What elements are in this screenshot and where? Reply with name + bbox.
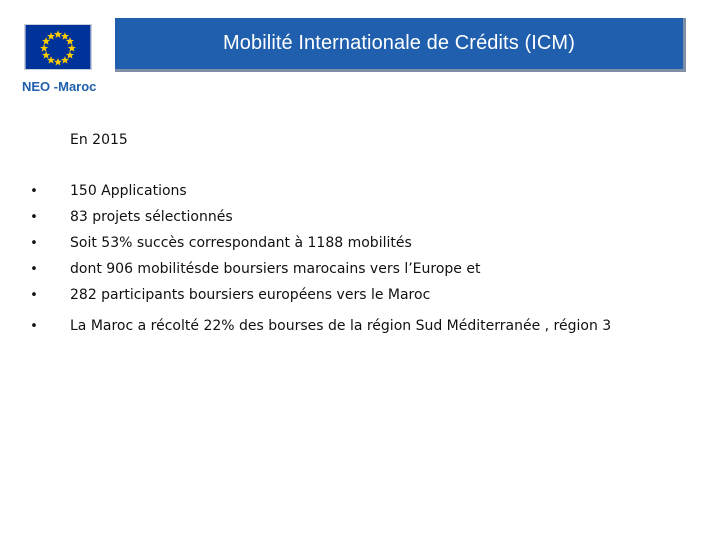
bullet-icon: •: [30, 210, 38, 225]
bullet-icon: •: [30, 236, 38, 251]
year-label: En 2015: [70, 132, 128, 148]
statistics-list: [28, 181, 688, 342]
bullet-icon: •: [30, 262, 38, 277]
list-item: [28, 285, 688, 311]
bullet-text: 83 projets sélectionnés: [70, 209, 233, 225]
title-bar: [115, 18, 686, 72]
list-item: [28, 233, 688, 259]
eu-flag-icon: [24, 24, 92, 70]
list-item: [28, 181, 688, 207]
organization-label: NEO -Maroc: [22, 79, 97, 94]
list-item: [28, 259, 688, 285]
bullet-icon: •: [30, 184, 38, 199]
bullet-icon: •: [30, 319, 38, 334]
list-item: [28, 316, 688, 342]
bullet-text: 282 participants boursiers européens vers le Maroc: [70, 287, 431, 303]
page-title: Mobilité Internationale de Crédits (ICM): [223, 32, 575, 54]
bullet-text: dont 906 mobilitésde boursiers marocains vers l’Europe et: [70, 261, 481, 277]
bullet-icon: •: [30, 288, 38, 303]
bullet-text: La Maroc a récolté 22% des bourses de la région Sud Méditerranée , région 3: [70, 318, 612, 334]
bullet-text: 150 Applications: [70, 183, 187, 199]
list-item: [28, 207, 688, 233]
bullet-text: Soit 53% succès correspondant à 1188 mobilités: [70, 235, 412, 251]
